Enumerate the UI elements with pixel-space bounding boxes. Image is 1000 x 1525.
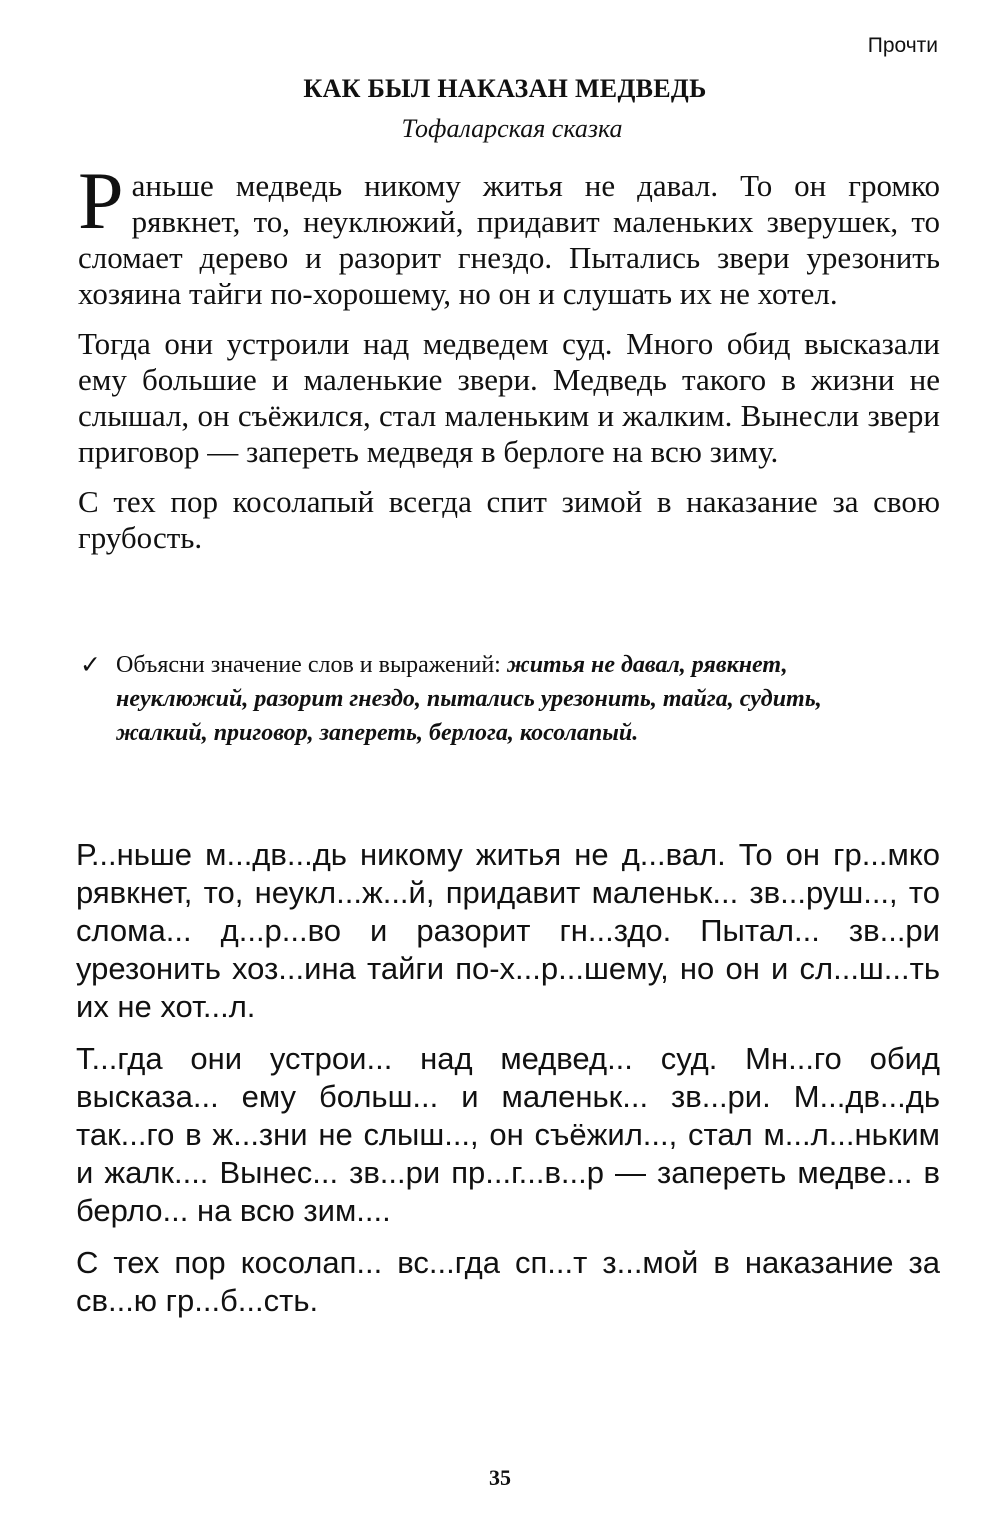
task-instruction: Объясни значение слов и выражений: [116,652,501,678]
story-paragraph-2: Тогда они устроили над медведем суд. Много обид высказали ему большие и маленькие звери. Медведь такого в жизни не слышал, он съёжился, стал маленьким и жалким. Вынесли звери приговор — запереть медведя в берлоге на всю зиму. [78,326,940,469]
checkmark-icon: ✓ [80,650,101,679]
drop-cap: Р [78,155,124,246]
story-title: КАК БЫЛ НАКАЗАН МЕДВЕДЬ [303,74,707,103]
page-number: 35 [489,1465,511,1490]
story-paragraph-1-text: аньше медведь никому житья не давал. То он громко рявкнет, то, неуклюжий, придавит маленьких зверушек, то сломает дерево и разорит гнездо. Пытались звери урезонить хозяина тайги по-хорошему, но он и слушать их не хотел. [78,168,940,311]
story-paragraph-1 [78,155,940,312]
section-label: Прочти [867,34,938,57]
exercise-paragraph-1: Р...ньше м...дв...дь никому житья не д...вал. То он гр...мко рявкнет, то, неукл...ж...й, придавит маленьк... зв...руш..., то слома... д...р...во и разорит гн...здо. Пытал... зв...ри урезонить хоз...ина тайги по-х...р...шему, но он и сл...ш...ть их не хот...л. [76,837,940,1024]
fill-in-exercise [76,836,940,1334]
vocabulary-task [80,648,900,750]
exercise-paragraph-3: С тех пор косолап... вс...гда сп...т з...мой в наказание за св...ю гр...б...сть. [76,1245,940,1318]
story-paragraph-3: С тех пор косолапый всегда спит зимой в наказание за свою грубость. [78,484,940,555]
exercise-paragraph-2: Т...гда они устрои... над медвед... суд. Мн...го обид высказа... ему больш... и маленьк... зв...ри. М...дв...дь так...го в ж...зни не слыш..., он съёжил..., стал м...л...ньким и жалк.... Вынес... зв...ри пр...г...в...р — запереть медве... в берло... на всю зим.... [76,1041,940,1228]
task-body [116,648,900,750]
story-text [78,155,940,570]
story-subtitle: Тофаларская сказка [401,114,623,143]
task-words: житья не давал, рявкнет, неуклюжий, разорит гнездо, пытались урезонить, тайга, судить, жалкий, приговор, запереть, берлога, косолапый. [116,652,822,746]
